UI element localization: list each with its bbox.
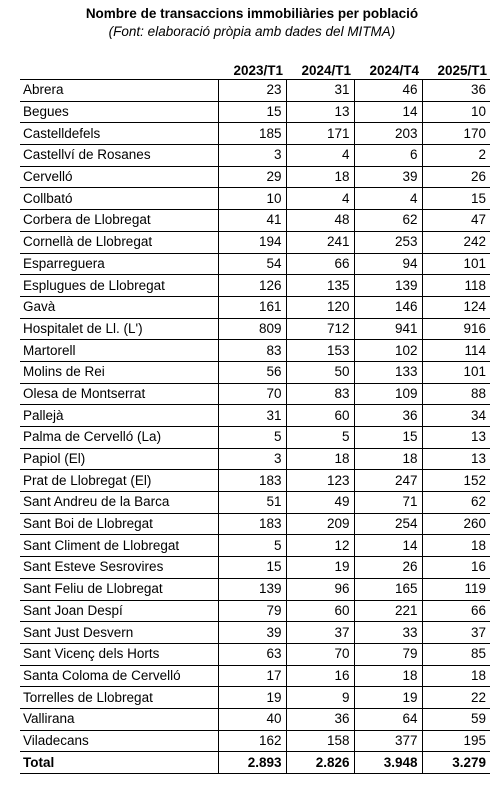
total-value-cell: 3.279: [422, 752, 490, 774]
municipality-name: Martorell: [20, 340, 218, 362]
table-row: [20, 730, 490, 752]
transaction-count-cell: 18: [354, 665, 422, 687]
transaction-count-cell: 118: [422, 275, 490, 297]
transaction-count-cell: 79: [354, 643, 422, 665]
municipality-name: Molins de Rei: [20, 361, 218, 383]
transaction-count-cell: 83: [286, 383, 354, 405]
table-header-row: [20, 62, 490, 80]
transaction-count-cell: 114: [422, 340, 490, 362]
transaction-count-cell: 133: [354, 361, 422, 383]
municipality-name: Prat de Llobregat (El): [20, 470, 218, 492]
table-row: [20, 708, 490, 730]
transaction-count-cell: 88: [422, 383, 490, 405]
transaction-count-cell: 2: [422, 145, 490, 167]
transaction-count-cell: 126: [218, 275, 286, 297]
transaction-count-cell: 194: [218, 231, 286, 253]
transaction-count-cell: 85: [422, 643, 490, 665]
table-row: [20, 622, 490, 644]
transaction-count-cell: 153: [286, 340, 354, 362]
transaction-count-cell: 15: [422, 188, 490, 210]
municipality-name: Torrelles de Llobregat: [20, 687, 218, 709]
municipality-name: Sant Just Desvern: [20, 622, 218, 644]
municipality-name: Abrera: [20, 80, 218, 102]
total-label: Total: [20, 752, 218, 774]
municipality-name: Sant Feliu de Llobregat: [20, 578, 218, 600]
transaction-count-cell: 809: [218, 318, 286, 340]
transaction-count-cell: 158: [286, 730, 354, 752]
transaction-count-cell: 13: [422, 448, 490, 470]
transactions-table: [20, 62, 490, 774]
transaction-count-cell: 31: [218, 405, 286, 427]
transaction-count-cell: 18: [422, 535, 490, 557]
column-header-municipality: [20, 62, 218, 80]
transaction-count-cell: 165: [354, 578, 422, 600]
transaction-count-cell: 14: [354, 101, 422, 123]
transaction-count-cell: 14: [354, 535, 422, 557]
table-row: [20, 665, 490, 687]
transaction-count-cell: 146: [354, 296, 422, 318]
transaction-count-cell: 16: [286, 665, 354, 687]
column-header-period: 2023/T1: [218, 62, 286, 80]
transaction-count-cell: 39: [354, 166, 422, 188]
transaction-count-cell: 62: [422, 492, 490, 514]
transaction-count-cell: 139: [354, 275, 422, 297]
transaction-count-cell: 260: [422, 513, 490, 535]
column-header-period: 2024/T1: [286, 62, 354, 80]
transaction-count-cell: 13: [422, 427, 490, 449]
transaction-count-cell: 10: [422, 101, 490, 123]
total-value-cell: 2.826: [286, 752, 354, 774]
transaction-count-cell: 36: [286, 708, 354, 730]
transaction-count-cell: 70: [218, 383, 286, 405]
transaction-count-cell: 6: [354, 145, 422, 167]
transaction-count-cell: 254: [354, 513, 422, 535]
transaction-count-cell: 712: [286, 318, 354, 340]
transaction-count-cell: 47: [422, 210, 490, 232]
transaction-count-cell: 162: [218, 730, 286, 752]
table-row: [20, 383, 490, 405]
transaction-count-cell: 66: [422, 600, 490, 622]
column-header-period: 2024/T4: [354, 62, 422, 80]
transaction-count-cell: 79: [218, 600, 286, 622]
table-row: [20, 643, 490, 665]
transaction-count-cell: 83: [218, 340, 286, 362]
transaction-count-cell: 15: [218, 101, 286, 123]
transaction-count-cell: 247: [354, 470, 422, 492]
transaction-count-cell: 5: [286, 427, 354, 449]
transaction-count-cell: 102: [354, 340, 422, 362]
transaction-count-cell: 170: [422, 123, 490, 145]
transaction-count-cell: 139: [218, 578, 286, 600]
total-value-cell: 3.948: [354, 752, 422, 774]
transaction-count-cell: 18: [286, 448, 354, 470]
transaction-count-cell: 242: [422, 231, 490, 253]
municipality-name: Castelldefels: [20, 123, 218, 145]
transaction-count-cell: 253: [354, 231, 422, 253]
transaction-count-cell: 60: [286, 405, 354, 427]
transaction-count-cell: 3: [218, 448, 286, 470]
transaction-count-cell: 39: [218, 622, 286, 644]
transaction-count-cell: 4: [286, 188, 354, 210]
transaction-count-cell: 36: [422, 80, 490, 102]
transaction-count-cell: 19: [218, 687, 286, 709]
municipality-name: Esparreguera: [20, 253, 218, 275]
municipality-name: Olesa de Montserrat: [20, 383, 218, 405]
table-row: [20, 123, 490, 145]
transaction-count-cell: 916: [422, 318, 490, 340]
table-row: [20, 275, 490, 297]
transaction-count-cell: 161: [218, 296, 286, 318]
transaction-count-cell: 22: [422, 687, 490, 709]
transaction-count-cell: 123: [286, 470, 354, 492]
transaction-count-cell: 3: [218, 145, 286, 167]
municipality-name: Begues: [20, 101, 218, 123]
transaction-count-cell: 5: [218, 427, 286, 449]
transaction-count-cell: 26: [422, 166, 490, 188]
transaction-count-cell: 66: [286, 253, 354, 275]
table-row: [20, 405, 490, 427]
transaction-count-cell: 63: [218, 643, 286, 665]
table-row: [20, 492, 490, 514]
transaction-count-cell: 56: [218, 361, 286, 383]
transaction-count-cell: 19: [354, 687, 422, 709]
transaction-count-cell: 29: [218, 166, 286, 188]
table-row: [20, 340, 490, 362]
transaction-count-cell: 31: [286, 80, 354, 102]
table-title: Nombre de transaccions immobiliàries per població: [85, 6, 419, 21]
table-row: [20, 557, 490, 579]
table-row: [20, 361, 490, 383]
transaction-count-cell: 124: [422, 296, 490, 318]
transaction-count-cell: 36: [354, 405, 422, 427]
municipality-name: Cornellà de Llobregat: [20, 231, 218, 253]
table-row: [20, 101, 490, 123]
table-subtitle: (Font: elaboració pròpia amb dades del MITMA): [108, 24, 396, 39]
municipality-name: Sant Climent de Llobregat: [20, 535, 218, 557]
transaction-count-cell: 96: [286, 578, 354, 600]
table-row: [20, 578, 490, 600]
table-row: [20, 448, 490, 470]
transaction-count-cell: 12: [286, 535, 354, 557]
transaction-count-cell: 119: [422, 578, 490, 600]
municipality-name: Palma de Cervelló (La): [20, 427, 218, 449]
transaction-count-cell: 135: [286, 275, 354, 297]
transaction-count-cell: 185: [218, 123, 286, 145]
transaction-count-cell: 4: [354, 188, 422, 210]
transaction-count-cell: 49: [286, 492, 354, 514]
transaction-count-cell: 48: [286, 210, 354, 232]
table-row: [20, 296, 490, 318]
municipality-name: Viladecans: [20, 730, 218, 752]
transaction-count-cell: 26: [354, 557, 422, 579]
transaction-count-cell: 183: [218, 470, 286, 492]
transaction-count-cell: 203: [354, 123, 422, 145]
transaction-count-cell: 94: [354, 253, 422, 275]
transaction-count-cell: 37: [422, 622, 490, 644]
transaction-count-cell: 70: [286, 643, 354, 665]
transaction-count-cell: 941: [354, 318, 422, 340]
table-row: [20, 188, 490, 210]
transaction-count-cell: 50: [286, 361, 354, 383]
transaction-count-cell: 15: [218, 557, 286, 579]
column-header-period: 2025/T1: [422, 62, 490, 80]
transaction-count-cell: 17: [218, 665, 286, 687]
transaction-count-cell: 18: [354, 448, 422, 470]
transaction-count-cell: 18: [286, 166, 354, 188]
transaction-count-cell: 54: [218, 253, 286, 275]
transaction-count-cell: 109: [354, 383, 422, 405]
municipality-name: Esplugues de Llobregat: [20, 275, 218, 297]
transaction-count-cell: 37: [286, 622, 354, 644]
municipality-name: Gavà: [20, 296, 218, 318]
table-row: [20, 687, 490, 709]
transaction-count-cell: 101: [422, 361, 490, 383]
municipality-name: Santa Coloma de Cervelló: [20, 665, 218, 687]
transaction-count-cell: 71: [354, 492, 422, 514]
transaction-count-cell: 64: [354, 708, 422, 730]
transaction-count-cell: 241: [286, 231, 354, 253]
transaction-count-cell: 23: [218, 80, 286, 102]
transaction-count-cell: 40: [218, 708, 286, 730]
transaction-count-cell: 51: [218, 492, 286, 514]
transaction-count-cell: 120: [286, 296, 354, 318]
total-value-cell: 2.893: [218, 752, 286, 774]
municipality-name: Sant Vicenç dels Horts: [20, 643, 218, 665]
total-row: [20, 752, 490, 774]
transaction-count-cell: 4: [286, 145, 354, 167]
table-row: [20, 253, 490, 275]
municipality-name: Pallejà: [20, 405, 218, 427]
municipality-name: Papiol (El): [20, 448, 218, 470]
transaction-count-cell: 59: [422, 708, 490, 730]
table-body: [20, 80, 490, 774]
table-row: [20, 470, 490, 492]
transaction-count-cell: 377: [354, 730, 422, 752]
transaction-count-cell: 183: [218, 513, 286, 535]
transaction-count-cell: 171: [286, 123, 354, 145]
transaction-count-cell: 10: [218, 188, 286, 210]
transaction-count-cell: 16: [422, 557, 490, 579]
table-row: [20, 600, 490, 622]
transaction-count-cell: 152: [422, 470, 490, 492]
transaction-count-cell: 5: [218, 535, 286, 557]
municipality-name: Collbató: [20, 188, 218, 210]
transaction-count-cell: 60: [286, 600, 354, 622]
transaction-count-cell: 13: [286, 101, 354, 123]
transaction-count-cell: 19: [286, 557, 354, 579]
table-row: [20, 145, 490, 167]
table-row: [20, 80, 490, 102]
table-row: [20, 231, 490, 253]
transaction-count-cell: 41: [218, 210, 286, 232]
transaction-count-cell: 209: [286, 513, 354, 535]
table-row: [20, 535, 490, 557]
table-row: [20, 210, 490, 232]
municipality-name: Hospitalet de Ll. (L'): [20, 318, 218, 340]
table-row: [20, 318, 490, 340]
transaction-count-cell: 62: [354, 210, 422, 232]
transaction-count-cell: 46: [354, 80, 422, 102]
transaction-count-cell: 15: [354, 427, 422, 449]
transaction-count-cell: 221: [354, 600, 422, 622]
transaction-count-cell: 33: [354, 622, 422, 644]
municipality-name: Sant Andreu de la Barca: [20, 492, 218, 514]
municipality-name: Sant Boi de Llobregat: [20, 513, 218, 535]
transaction-count-cell: 101: [422, 253, 490, 275]
transaction-count-cell: 34: [422, 405, 490, 427]
table-row: [20, 513, 490, 535]
municipality-name: Corbera de Llobregat: [20, 210, 218, 232]
municipality-name: Sant Esteve Sesrovires: [20, 557, 218, 579]
table-row: [20, 166, 490, 188]
transaction-count-cell: 18: [422, 665, 490, 687]
municipality-name: Castellví de Rosanes: [20, 145, 218, 167]
table-row: [20, 427, 490, 449]
municipality-name: Vallirana: [20, 708, 218, 730]
transaction-count-cell: 9: [286, 687, 354, 709]
transaction-count-cell: 195: [422, 730, 490, 752]
municipality-name: Cervelló: [20, 166, 218, 188]
municipality-name: Sant Joan Despí: [20, 600, 218, 622]
